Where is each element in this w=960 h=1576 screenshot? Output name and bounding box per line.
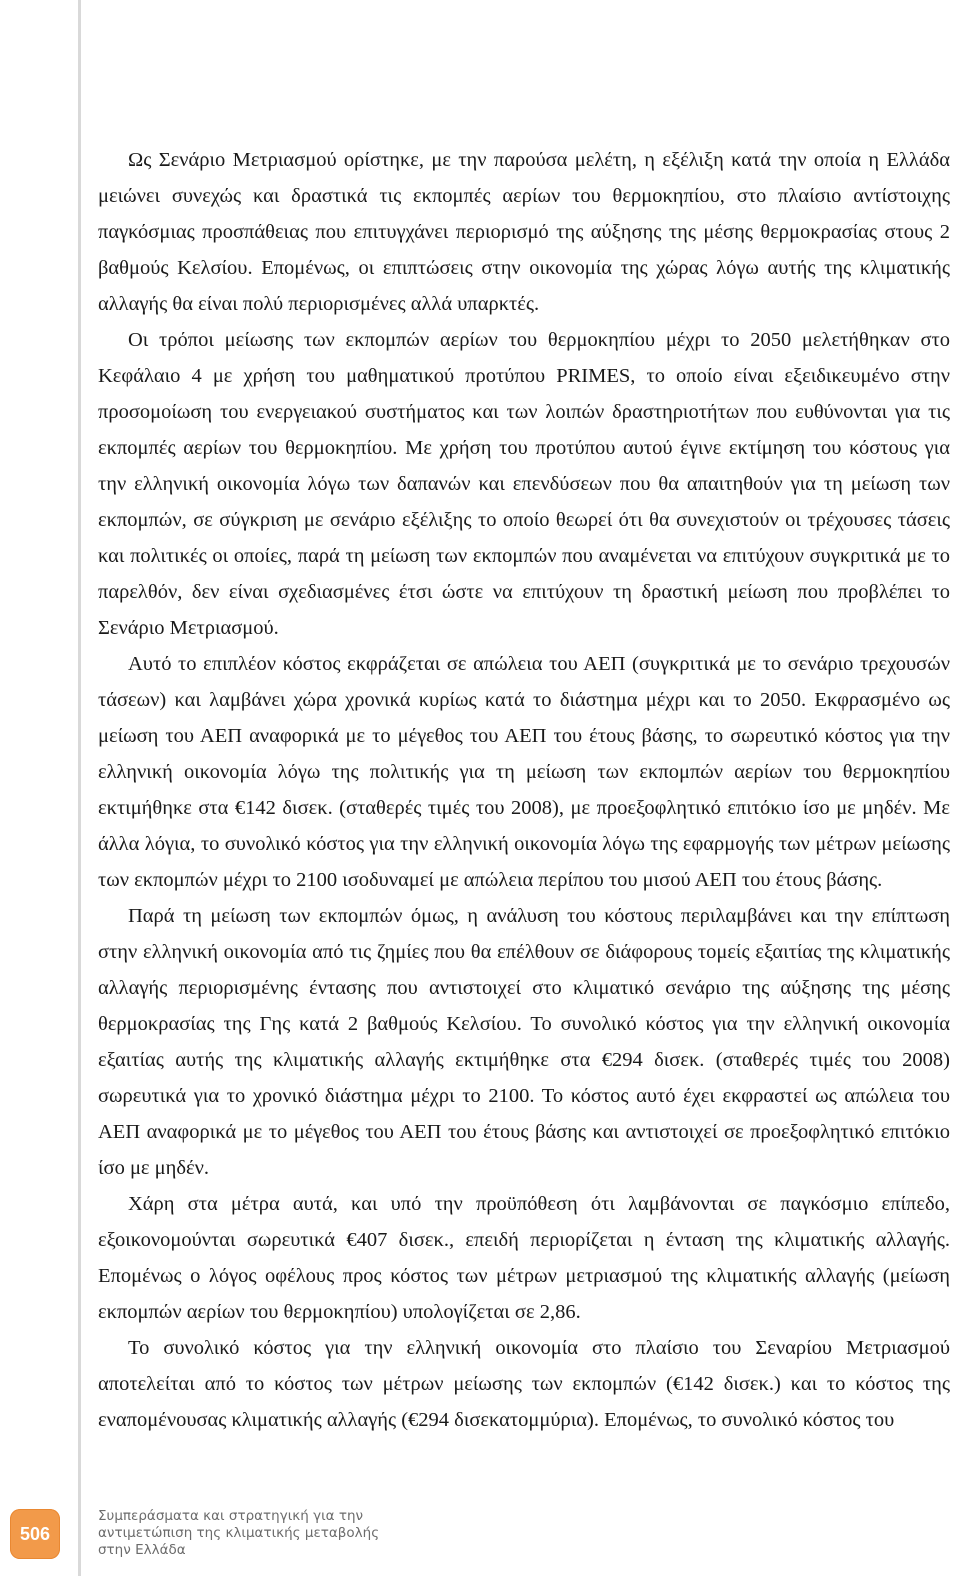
paragraph: Χάρη στα μέτρα αυτά, και υπό την προϋπόθεση ότι λαμβάνονται σε παγκόσμιο επίπεδο, εξοικονομούνται σωρευτικά €407 δισεκ., επειδή περιορίζεται η ένταση της κλιματικής αλλαγής. Επομένως ο λόγος οφέλους προς κόστος των μέτρων μετριασμού της κλιματικής αλλαγής (μείωση εκπομπών αερίων του θερμοκηπίου) υπολογίζεται σε 2,86. — [98, 1193, 950, 1323]
page-number-badge: 506 — [10, 1509, 60, 1559]
margin-rule — [78, 0, 81, 1576]
footer-line: στην Ελλάδα — [98, 1542, 186, 1558]
paragraph: Ως Σενάριο Μετριασμού ορίστηκε, με την παρούσα μελέτη, η εξέλιξη κατά την οποία η Ελλάδα μειώνει συνεχώς και δραστικά τις εκπομπές αερίων του θερμοκηπίου, στο πλαίσιο αντίστοιχης παγκόσμιας προσπάθειας που επιτυγχάνει περιορισμό της αύξησης της μέσης θερμοκρασίας στους 2 βαθμούς Κελσίου. Επομένως, οι επιπτώσεις στην οικονομία της χώρας λόγω αυτής της κλιματικής αλλαγής θα είναι πολύ περιορισμένες αλλά υπαρκτές. — [98, 149, 950, 315]
body-text — [98, 142, 950, 1438]
footer-line: Συμπεράσματα και στρατηγική για την — [98, 1508, 364, 1524]
running-footer — [98, 1508, 498, 1559]
footer-line: αντιμετώπιση της κλιματικής μεταβολής — [98, 1525, 380, 1541]
paragraph: Παρά τη μείωση των εκπομπών όμως, η ανάλυση του κόστους περιλαμβάνει και την επίπτωση στην ελληνική οικονομία από τις ζημίες που θα επέλθουν σε διάφορους τομείς εξαιτίας της κλιματικής αλλαγής περιορισμένης έντασης που αντιστοιχεί στο κλιματικό σενάριο της αύξησης της μέσης θερμοκρασίας της Γης κατά 2 βαθμούς Κελσίου. Το συνολικό κόστος για την ελληνική οικονομία εξαιτίας αυτής της κλιματικής αλλαγής εκτιμήθηκε στα €294 δισεκ. (σταθερές τιμές του 2008) σωρευτικά για το χρονικό διάστημα μέχρι το 2100. Το κόστος αυτό έχει εκφραστεί ως απώλεια του ΑΕΠ αναφορικά με το μέγεθος του ΑΕΠ του έτους βάσης και αντιστοιχεί σε προεξοφλητικό επιτόκιο ίσο με μηδέν. — [98, 905, 950, 1179]
paragraph: Οι τρόποι μείωσης των εκπομπών αερίων του θερμοκηπίου μέχρι το 2050 μελετήθηκαν στο Κεφάλαιο 4 με χρήση του μαθηματικού προτύπου PRIMES, το οποίο είναι εξειδικευμένο στην προσομοίωση του ενεργειακού συστήματος και των λοιπών δραστηριοτήτων που ευθύνονται για τις εκπομπές αερίων του θερμοκηπίου. Με χρήση του προτύπου αυτού έγινε εκτίμηση του κόστους για την ελληνική οικονομία λόγω των δαπανών και επενδύσεων που θα απαιτηθούν για τη μείωση των εκπομπών, σε σύγκριση με σενάριο εξέλιξης το οποίο θεωρεί ότι θα συνεχιστούν οι τρέχουσες τάσεις και πολιτικές οι οποίες, παρά τη μείωση των εκπομπών που αναμένεται να επιτύχουν συγκριτικά με το παρελθόν, δεν είναι σχεδιασμένες έτσι ώστε να επιτύχουν τη δραστική μείωση που προβλέπει το Σενάριο Μετριασμού. — [98, 329, 950, 639]
paragraph: Αυτό το επιπλέον κόστος εκφράζεται σε απώλεια του ΑΕΠ (συγκριτικά με το σενάριο τρεχουσών τάσεων) και λαμβάνει χώρα χρονικά κυρίως κατά το διάστημα μέχρι και το 2050. Εκφρασμένο ως μείωση του ΑΕΠ αναφορικά με το μέγεθος του ΑΕΠ του έτους βάσης, το σωρευτικό κόστος για την ελληνική οικονομία λόγω της πολιτικής για τη μείωση των εκπομπών αερίων του θερμοκηπίου εκτιμήθηκε στα €142 δισεκ. (σταθερές τιμές του 2008), με προεξοφλητικό επιτόκιο ίσο με μηδέν. Με άλλα λόγια, το συνολικό κόστος για την ελληνική οικονομία λόγω της εφαρμογής των μέτρων μείωσης των εκπομπών μέχρι το 2100 ισοδυναμεί με απώλεια περίπου του μισού ΑΕΠ του έτους βάσης. — [98, 653, 950, 891]
paragraph: Το συνολικό κόστος για την ελληνική οικονομία στο πλαίσιο του Σεναρίου Μετριασμού αποτελείται από το κόστος των μέτρων μείωσης των εκπομπών (€142 δισεκ.) και το κόστος της εναπομένουσας κλιματικής αλλαγής (€294 δισεκατομμύρια). Επομένως, το συνολικό κόστος του — [98, 1337, 950, 1431]
